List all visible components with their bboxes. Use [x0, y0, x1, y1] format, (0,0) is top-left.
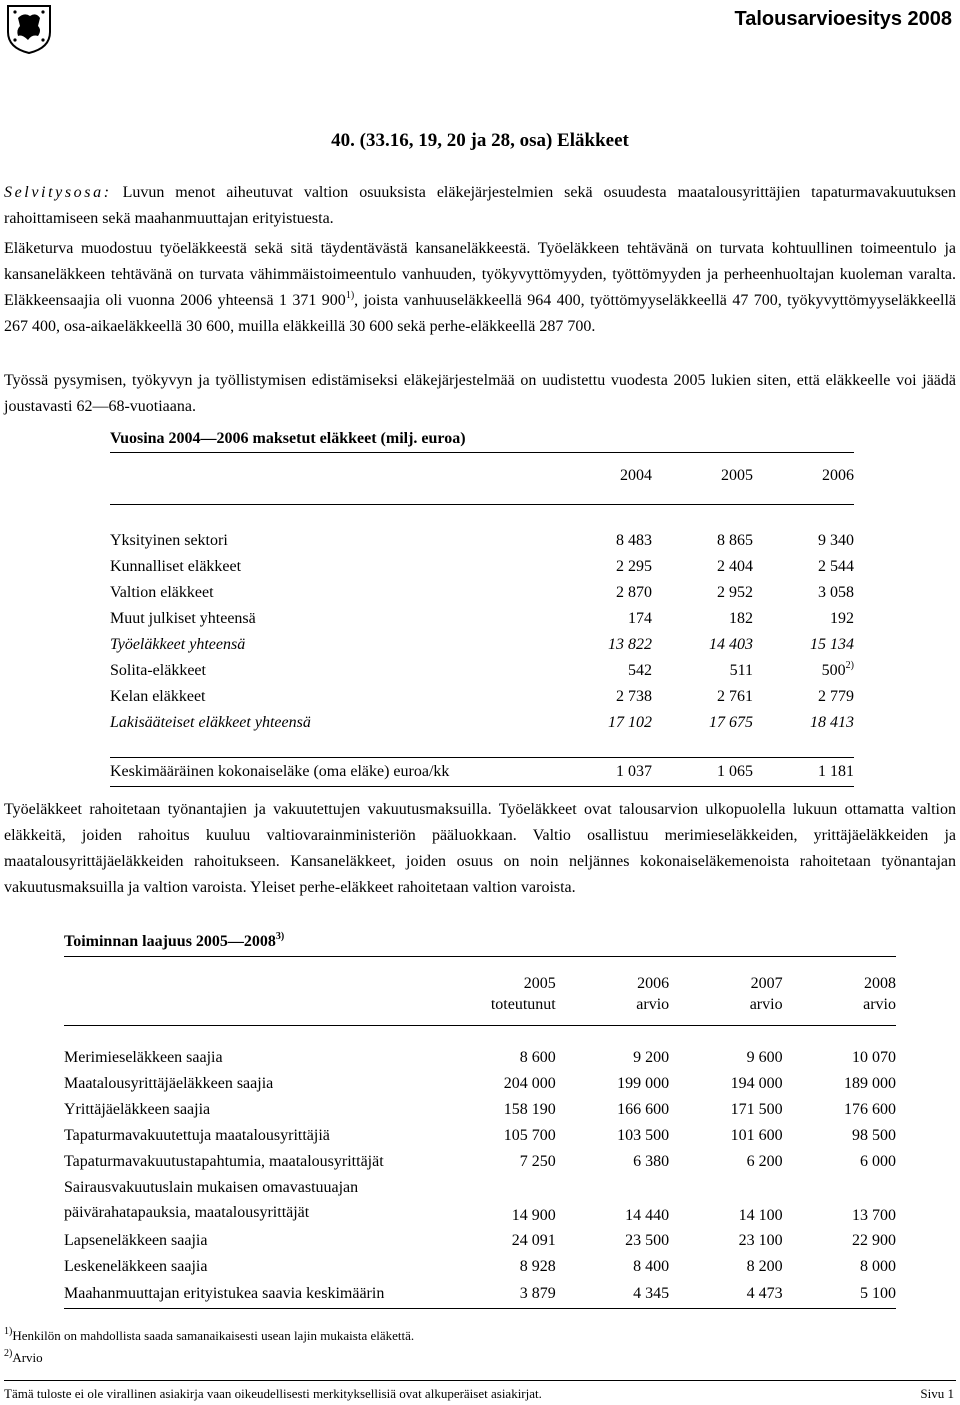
row-label: Yrittäjäeläkkeen saajia: [64, 1101, 211, 1118]
row-label: Leskeneläkkeen saajia: [64, 1258, 208, 1275]
cell: 14 900: [511, 1207, 556, 1224]
cell: 4 473: [669, 1280, 782, 1309]
row-label: Kelan eläkkeet: [110, 688, 206, 705]
row-label: Keskimääräinen kokonaiseläke (oma eläke) euroa/kk: [110, 758, 551, 787]
footnote-text: Henkilön on mahdollista saada samanaikaisesti usean lajin mukaista eläkettä.: [12, 1328, 415, 1343]
table-row: [64, 1097, 896, 1123]
table-row: [64, 1254, 896, 1280]
cell: 204 000: [503, 1075, 556, 1092]
row-label: Tapaturmavakuutustapahtumia, maatalousyrittäjät: [64, 1153, 384, 1170]
cell: 542: [628, 662, 652, 679]
table1-year: 2005: [652, 453, 753, 505]
cell: 5 100: [783, 1280, 896, 1309]
row-label: Kunnalliset eläkkeet: [110, 558, 242, 575]
table-row: [64, 1045, 896, 1071]
cell: 8 600: [519, 1049, 556, 1066]
table-row: [110, 580, 854, 606]
table-row: [64, 1280, 896, 1309]
cell: 10 070: [852, 1049, 896, 1066]
cell: 176 600: [844, 1101, 896, 1118]
table2-subheader: arvio: [783, 993, 896, 1026]
row-label: Työeläkkeet yhteensä: [110, 636, 246, 653]
caption-text: Toiminnan laajuus 2005—2008: [64, 933, 276, 950]
footnote: [4, 1325, 414, 1347]
pension-paragraph: [4, 236, 956, 340]
table2-subheader: arvio: [556, 993, 669, 1026]
cell: 8 200: [746, 1258, 783, 1275]
row-label: Maahanmuuttajan erityistukea saavia keskimäärin: [64, 1280, 465, 1309]
cell: 8 000: [860, 1258, 896, 1275]
table-row: [110, 632, 854, 658]
table2-subheader: toteutunut: [465, 993, 555, 1026]
table-row: [64, 1123, 896, 1149]
pensions-paid-table: [110, 430, 854, 787]
cell: 182: [729, 610, 753, 627]
cell: 199 000: [617, 1075, 670, 1092]
cell: 15 134: [810, 636, 854, 653]
cell: 4 345: [556, 1280, 669, 1309]
cell: 7 250: [519, 1153, 556, 1170]
cell: 6 000: [860, 1153, 896, 1170]
page-number: Sivu 1: [920, 1386, 954, 1401]
document-title: Talousarvioesitys 2008: [734, 8, 952, 30]
table1-year: 2006: [753, 453, 854, 505]
footer-disclaimer: Tämä tuloste ei ole virallinen asiakirja vaan oikeudellisesti merkityksellisiä ovat alkuperäiset asiakirjat.: [4, 1386, 542, 1401]
table-row: [110, 658, 854, 684]
cell: 9 200: [633, 1049, 670, 1066]
table-row: [64, 1228, 896, 1254]
cell: 6 200: [746, 1153, 783, 1170]
cell: 1 037: [551, 758, 652, 787]
cell: 2 870: [616, 584, 652, 601]
footnote-text: Arvio: [12, 1350, 43, 1365]
reform-text: Työssä pysymisen, työkyvyn ja työllistymisen edistämiseksi eläkejärjestelmää on uudistettu vuodesta 2005 lukien siten, että eläkkeelle voi jäädä joustavasti 62—68-vuotiaana.: [4, 372, 956, 415]
row-label: Solita-eläkkeet: [110, 662, 206, 679]
cell: 23 500: [625, 1232, 670, 1249]
row-label: Yksityinen sektori: [110, 532, 228, 549]
row-label: Lakisääteiset eläkkeet yhteensä: [110, 714, 311, 731]
cell: 1 065: [652, 758, 753, 787]
row-label: Sairausvakuutuslain mukaisen omavastuuajan päivärahatapauksia, maatalousyrittäjät: [64, 1179, 359, 1221]
table-row: [110, 528, 854, 554]
footnote: [4, 1347, 414, 1369]
cell: 1 181: [753, 758, 854, 787]
footnote-ref: 1): [345, 289, 355, 301]
table-row: [110, 554, 854, 580]
cell: 2 779: [818, 688, 854, 705]
table-row: [64, 1149, 896, 1175]
cell: 2 738: [616, 688, 652, 705]
row-label: Tapaturmavakuutettuja maatalousyrittäjiä: [64, 1127, 330, 1144]
row-label: Lapseneläkkeen saajia: [64, 1232, 208, 1249]
section-title: 40. (33.16, 19, 20 ja 28, osa) Eläkkeet: [331, 130, 629, 151]
cell: 14 403: [709, 636, 753, 653]
footnote-ref: 3): [275, 930, 285, 942]
cell: 158 190: [503, 1101, 556, 1118]
table-row-total: [110, 758, 854, 787]
cell: 14 100: [738, 1207, 783, 1224]
cell: 8 928: [519, 1258, 556, 1275]
cell: 101 600: [730, 1127, 783, 1144]
cell: 13 700: [852, 1207, 896, 1224]
cell: 2 295: [616, 558, 652, 575]
intro-paragraph: [4, 180, 956, 232]
cell: 6 380: [633, 1153, 670, 1170]
reform-paragraph: [4, 368, 956, 420]
footer-divider: [4, 1380, 956, 1381]
cell-value: 500: [821, 662, 846, 679]
cell: 22 900: [852, 1232, 896, 1249]
row-label: Maatalousyrittäjäeläkkeen saajia: [64, 1075, 274, 1092]
cell: 23 100: [738, 1232, 783, 1249]
footnotes: [4, 1325, 414, 1369]
cell: 194 000: [730, 1075, 783, 1092]
cell: 3 058: [818, 584, 854, 601]
table2-caption: [64, 930, 896, 957]
activity-volume-table: [64, 930, 896, 1309]
cell: 2 544: [818, 558, 854, 575]
financing-paragraph: [4, 797, 956, 901]
cell: 8 400: [633, 1258, 670, 1275]
footnote-mark: 2): [4, 1347, 13, 1359]
cell: 17 102: [608, 714, 652, 731]
cell: 9 600: [746, 1049, 783, 1066]
pension-text-2: , joista vanhuuseläkkeellä 964 400, työttömyyseläkkeellä 47 700, työkyvyttömyyseläkkeellä 267 400, osa-aikaeläkkeellä 30 600, muilla eläkkeillä 30 600 sekä perhe-eläkkeellä 287 700.: [4, 292, 956, 335]
cell: 2 952: [717, 584, 753, 601]
cell: 171 500: [730, 1101, 783, 1118]
table1-caption: Vuosina 2004—2006 maksetut eläkkeet (milj. euroa): [110, 430, 854, 453]
table1-year: 2004: [551, 453, 652, 505]
financing-text: Työeläkkeet rahoitetaan työnantajien ja vakuutettujen vakuutusmaksuilla. Työeläkkeet ovat talousarvion ulkopuolella lukuun ottamatta valtion eläkkeitä, joiden rahoitus kuuluu valtiovarainministeriön pääluokkaan. Valtio osallistuu merimieseläkkeiden, yrittäjäeläkkeiden ja maatalousyrittäjäeläkkeiden rahoitukseen. Kansaneläkkeet, joiden osuus on noin neljännes kokonaiseläkemenoista rahoitetaan työnantajan vakuutusmaksuilla ja valtion varoista. Yleiset perhe-eläkkeet rahoitetaan valtion varoista.: [4, 801, 956, 896]
cell: 3 879: [465, 1280, 555, 1309]
table-row: [64, 1071, 896, 1097]
table-row: [110, 710, 854, 736]
intro-label: Selvitysosa:: [4, 184, 112, 201]
cell: [753, 658, 854, 684]
table-row: [64, 1175, 896, 1228]
cell: 105 700: [503, 1127, 556, 1144]
cell: 8 865: [717, 532, 753, 549]
cell: 174: [628, 610, 652, 627]
cell: 18 413: [810, 714, 854, 731]
footnote-ref: 2): [845, 659, 854, 671]
cell: 103 500: [617, 1127, 670, 1144]
cell: 14 440: [625, 1207, 670, 1224]
table2-year: 2008: [864, 975, 896, 992]
cell: 166 600: [617, 1101, 670, 1118]
table2-year: 2006: [637, 975, 670, 992]
table2-year: 2007: [750, 975, 783, 992]
cell: 8 483: [616, 532, 652, 549]
cell: 192: [830, 610, 854, 627]
table-row: [110, 606, 854, 632]
pension-text-1: Eläketurva muodostuu työeläkkeestä sekä sitä täydentävästä kansaneläkkeestä. Työeläkkeen tehtävänä on turvata kohtuullinen toimeentulo ja kansaneläkkeen tehtävänä on turvata vähimmäistoimeentulo vanhuuden, työkyvyttömyyden, työttömyyden ja perheenhuoltajan kuoleman varalta. Eläkkeensaajia oli vuonna 2006 yhteensä 1 371 900: [4, 240, 956, 309]
cell: 98 500: [852, 1127, 896, 1144]
cell: 17 675: [709, 714, 753, 731]
row-label: Muut julkiset yhteensä: [110, 610, 256, 627]
footnote-mark: 1): [4, 1325, 13, 1337]
row-label: Valtion eläkkeet: [110, 584, 214, 601]
table2-year: 2005: [523, 975, 556, 992]
table-row: [110, 684, 854, 710]
cell: 2 404: [717, 558, 753, 575]
cell: 13 822: [608, 636, 652, 653]
row-label: Merimieseläkkeen saajia: [64, 1049, 223, 1066]
cell: 189 000: [844, 1075, 896, 1092]
coat-of-arms-icon: [6, 4, 52, 54]
cell: 24 091: [511, 1232, 556, 1249]
table2-subheader: arvio: [669, 993, 782, 1026]
intro-text: Luvun menot aiheutuvat valtion osuuksista eläkejärjestelmien sekä osuudesta maatalousyrittäjien tapaturmavakuutuksen rahoittamiseen sekä maahanmuuttajan erityistuesta.: [4, 184, 956, 227]
cell: 9 340: [818, 532, 854, 549]
cell: 2 761: [717, 688, 753, 705]
cell: 511: [729, 662, 753, 679]
